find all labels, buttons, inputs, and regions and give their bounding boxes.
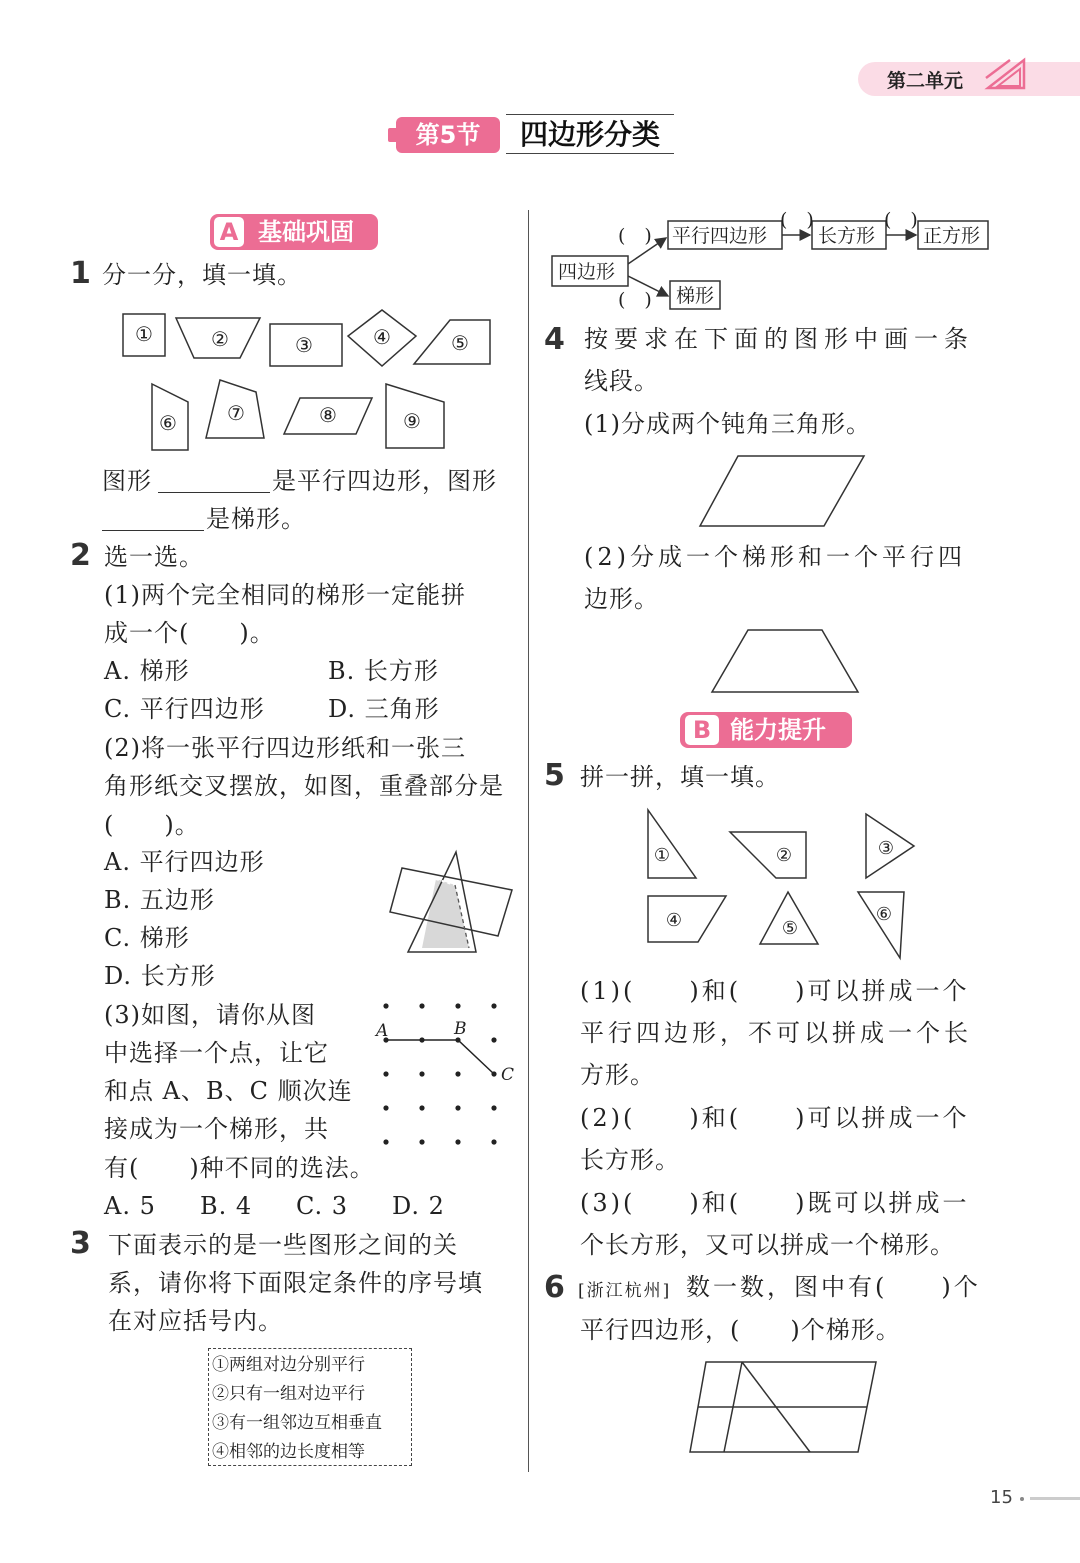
q5-label-1: ① [653, 845, 671, 866]
q4-p2-line2: 边形。 [584, 585, 659, 613]
q2-p3-line5: 有( )种不同的选法。 [104, 1154, 375, 1182]
diagram-blank-3[interactable]: ( ) [780, 210, 814, 231]
q2-number: 2 [70, 538, 91, 573]
q5-shape-1 [648, 810, 696, 878]
column-divider [528, 210, 529, 1472]
q6-line2: 平行四边形，( )个梯形。 [580, 1316, 901, 1344]
q2-p3-line1: (3)如图，请你从图 [104, 1001, 316, 1029]
q2-dot-grid [346, 998, 526, 1148]
q5-shapes [640, 806, 930, 966]
q2-p1-option-b[interactable]: B. 长方形 [328, 657, 439, 685]
diagram-blank-1[interactable]: ( ) [618, 225, 652, 247]
q1-label-9: ⑨ [403, 409, 421, 433]
ruler-icon [984, 56, 1030, 90]
q2-p3-option-c[interactable]: C. 3 [296, 1192, 349, 1220]
q2-p2-option-d[interactable]: D. 长方形 [104, 962, 216, 990]
q2-p1-line1: (1)两个完全相同的梯形一定能拼 [104, 581, 466, 609]
q3-relation-diagram [546, 210, 996, 314]
q3-condition-2: ②只有一组对边平行 [212, 1384, 365, 1404]
q3-line1: 下面表示的是一些图形之间的关 [108, 1231, 458, 1259]
section-title: 四边形分类 [506, 114, 674, 154]
q6-figure [686, 1356, 882, 1456]
q1-label-3: ③ [295, 333, 313, 357]
q3-condition-4: ④相邻的边长度相等 [212, 1442, 365, 1462]
q5-line2: 平行四边形，不可以拼成一个长 [580, 1019, 972, 1047]
q2-p3-line2: 中选择一个点，让它 [104, 1039, 329, 1067]
q5-prompt: 拼一拼，填一填。 [580, 763, 780, 791]
q1-line2-post: 是梯形。 [206, 505, 306, 533]
diagram-blank-2[interactable]: ( ) [618, 289, 652, 311]
q4-trapezoid[interactable] [706, 624, 864, 696]
q1-shapes [110, 306, 510, 456]
q1-label-6: ⑥ [159, 411, 177, 435]
q5-label-6: ⑥ [875, 904, 893, 925]
q4-p2-line1: (2)分成一个梯形和一个平行四 [584, 543, 966, 571]
page-number: 15 [990, 1487, 1013, 1508]
q2-p3-line4: 接成为一个梯形，共 [104, 1115, 329, 1143]
q2-p2-line1: (2)将一张平行四边形纸和一张三 [104, 734, 466, 762]
q2-p2-option-b[interactable]: B. 五边形 [104, 886, 215, 914]
q4-parallelogram[interactable] [696, 450, 868, 532]
q1-blank-parallelograms[interactable] [158, 492, 270, 493]
diagram-parallelogram: 平行四边形 [672, 225, 768, 247]
q1-line1-post: 是平行四边形，图形 [272, 467, 497, 495]
q1-label-2: ② [211, 327, 229, 351]
part-b-label: 能力提升 [730, 716, 826, 744]
q2-p1-line2: 成一个( )。 [104, 619, 275, 647]
footer-rule [1030, 1497, 1080, 1500]
q1-line1-pre: 图形 [102, 467, 152, 495]
q5-shape-6 [858, 892, 904, 958]
grid-label-c: C [501, 1065, 515, 1085]
diagram-quad: 四边形 [558, 261, 616, 283]
q5-line6: (3)( )和( )既可以拼成一 [580, 1189, 970, 1217]
q5-shape-4 [648, 896, 726, 942]
q4-line2: 线段。 [584, 367, 659, 395]
q6-number: 6 [544, 1270, 565, 1305]
q1-label-7: ⑦ [227, 401, 245, 425]
q2-p1-option-a[interactable]: A. 梯形 [104, 657, 190, 685]
section-badge: 第5节 [396, 117, 500, 153]
footer-dot [1020, 1497, 1024, 1501]
grid-label-b: B [454, 1019, 467, 1039]
q2-prompt: 选一选。 [104, 543, 204, 571]
q2-p3-line3: 和点 A、B、C 顺次连 [104, 1077, 353, 1105]
diagram-rectangle: 长方形 [818, 225, 876, 247]
q5-number: 5 [544, 758, 565, 793]
q2-p2-line2: 角形纸交叉摆放，如图，重叠部分是 [104, 772, 504, 800]
q4-p1: (1)分成两个钝角三角形。 [584, 410, 871, 438]
unit-label: 第二单元 [887, 70, 964, 92]
part-a-letter: A [214, 217, 244, 247]
q1-label-5: ⑤ [451, 331, 469, 355]
q2-p3-option-b[interactable]: B. 4 [200, 1192, 253, 1220]
q2-p3-option-d[interactable]: D. 2 [392, 1192, 445, 1220]
q1-number: 1 [70, 256, 91, 291]
q1-label-1: ① [135, 322, 153, 346]
q2-overlap-figure [388, 848, 518, 958]
q5-label-5: ⑤ [781, 918, 799, 939]
q5-label-4: ④ [665, 910, 683, 931]
q2-p2-option-a[interactable]: A. 平行四边形 [104, 848, 265, 876]
q5-line3: 方形。 [580, 1061, 655, 1089]
q5-label-2: ② [775, 845, 793, 866]
q1-label-8: ⑧ [319, 403, 337, 427]
diagram-trapezoid: 梯形 [676, 285, 715, 307]
q1-label-4: ④ [373, 325, 391, 349]
q5-label-3: ③ [877, 838, 895, 859]
q1-prompt: 分一分，填一填。 [102, 261, 302, 289]
q5-shape-2 [730, 832, 806, 878]
grid-label-a: A [376, 1021, 389, 1041]
q3-line3: 在对应括号内。 [108, 1307, 283, 1335]
q5-line1: (1)( )和( )可以拼成一个 [580, 977, 970, 1005]
q2-p2-line3: ( )。 [104, 811, 200, 839]
q6-region-tag: [浙江杭州] [578, 1281, 672, 1301]
q5-line7: 个长方形，又可以拼成一个梯形。 [580, 1231, 955, 1259]
q2-p2-option-c[interactable]: C. 梯形 [104, 924, 190, 952]
q1-blank-trapezoids[interactable] [102, 530, 204, 531]
q3-condition-1: ①两组对边分别平行 [212, 1355, 365, 1375]
q5-line4: (2)( )和( )可以拼成一个 [580, 1104, 970, 1132]
q3-line2: 系，请你将下面限定条件的序号填 [108, 1269, 483, 1297]
q3-condition-3: ③有一组邻边互相垂直 [212, 1413, 382, 1433]
q4-number: 4 [544, 322, 565, 357]
part-a-label: 基础巩固 [258, 218, 354, 246]
diagram-blank-4[interactable]: ( ) [884, 210, 918, 231]
part-b-letter: B [685, 715, 719, 745]
q5-line5: 长方形。 [580, 1146, 680, 1174]
q2-p1-option-d[interactable]: D. 三角形 [328, 695, 440, 723]
q6-line1: 数一数，图中有( )个 [686, 1273, 981, 1301]
diagram-square: 正方形 [923, 225, 981, 247]
q2-p3-option-a[interactable]: A. 5 [104, 1192, 156, 1220]
q4-line1: 按要求在下面的图形中画一条 [584, 325, 974, 353]
q3-number: 3 [70, 1226, 91, 1261]
q2-p1-option-c[interactable]: C. 平行四边形 [104, 695, 265, 723]
